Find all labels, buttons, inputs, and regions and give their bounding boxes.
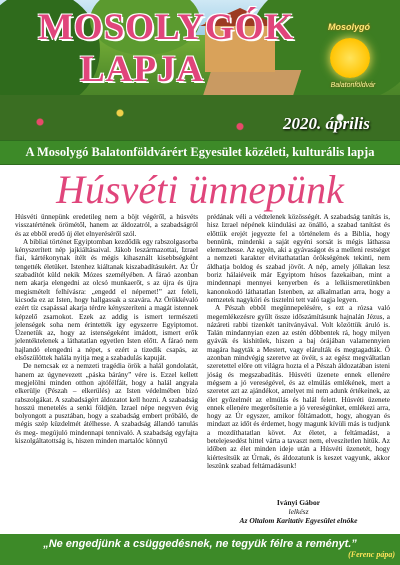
footer-quote: „Ne engedjünk a csüggedésnek, ne tegyük félre a reményt.”: [43, 538, 357, 550]
article-column-left: [15, 213, 198, 445]
subtitle-band: [0, 140, 400, 165]
article-column-right: [207, 213, 390, 470]
sun-icon: [330, 38, 370, 78]
paragraph: prédának véli a védtelenek közösségét. A szabadság tanítás is, hisz Izrael népének kiindulási az önálló, a szabad tanítást és előttük erejét jegyezte fel a történelem és a Biblia, hogy bennünk, mindenki a saját egyéni sorsát is mégis láthassa elemezhesse. Az egyén, aki a gyávaságot és a melleni restséget a nemzeti karakter elvitathatatlan örökségének tekinti, nem áldhatja boldog és szabad jövőt. A nép, amely jóllakan lesz boriz hálaiéveik már Egyiptom húsos fazekaiban, mint a mindennapi mennyei kenyerben és a lelkiismeretünkben kanonokodó láthatatlan Istenben, az alkalmatlan arra, hogy a nemzetek nagyköri és tisztelni tett való tagja legyen.: [207, 213, 390, 304]
header-photo: [0, 0, 400, 140]
signature-block: [207, 498, 390, 525]
paragraph: De nemcsak ez a nemzeti tragédia örök a halál gondolatát, hanem az úgynevezett „páska bárány” vére is. Ezzel kellett megjelölni minden otthon ajtófélfáit, hogy a halál angyala elkerülje (Pészah – elkerülés) az Isten védelmében bízó rabszolgákat. A szabadságért áldozatot kell hozni. A szabadság hosszú menetelés a senki földjén. Izrael népe negyven évig bolyongott a pusztában, hogy a szabadság embert próbáló, de mégis szép küzdelmét átélhesse. A szabadság állandó tanulás és meg- megújuló mindennapi tennivaló. A szabadság egyfajta kiszolgáltatottság is, hiszen minden martalóc könnyű: [15, 362, 198, 446]
subtitle: A Mosolygó Balatonföldvárért Egyesület közéleti, kulturális lapja: [25, 145, 375, 159]
paragraph: A bibliai történet Egyiptomban kezdődik egy rabszolgasorba kényszerített nép jajkiáltásaival. Jákob leszármazottai, Izrael fiai, kártékonynak ítélt és mégis kihasznált kisebbségként tengették életüket. Istenhez kiáltanak kiszabadításukért. Az Úr szabadítót küld nekik Mózes személyében. A fáraó azonban nem akarja elengedni az olcsó munkaerőt, s az újra és újra megismételt felhívásra: „engedd el népemet!” azt feleli, kicsoda ez az Isten, hogy hallgassak a szavára. Az Örökkévaló ezért tíz csapással akarja térdre kényszeríteni a magát istennek képzelő zsarnokot. Ezek az addig is ismert természeti jelenségek soha nem érintették így egyszerre Egyiptomot. Üzenetük az, hogy az istenségeként imádott, ismert erők jelentéktelenek a láthatatlan egyetlen Isten előtt. A fáraó nem hajlandó elengedni a népet, s ezért a tizedik csapás, az elsőszülöttek halála nyitja meg a szabadulás kapuját.: [15, 237, 198, 363]
logo-subtext: Balatonföldvár: [330, 82, 376, 89]
sun-logo: [308, 20, 390, 102]
signature-name: Iványi Gábor: [276, 498, 321, 507]
masthead-title-line1: MOSOLYGÓK: [38, 7, 295, 48]
paragraph: A Pészah ebből megünnepelésére, s ezt a rózsa való megemlékezésre gyűlt össze időszámításunk hajnalán Jézus, a názáreti rabbi tizenkét tanítványával. Volt közöttük áruló is. Talán mindannyian ezen az estén döbbentek rá, hogy milyen gyávák és kishitűek, hiszen a baj órájában valamennyien magára hagyták a Mestert, vagy elárulták és megtagadták. Ő azonban mindvégig szeretve az övéit, s az egész megváltatlan szeretettel előre ott világra hozta el a Pészah áldozatában isteni jóság és megszabadítás. Húsvéti üzenete ennek ellenére mégsem a jó vereségével, és az elmúlás emlékének, mert a szeretet azt az ajándékot, amelyet mi nem adunk értékeinek, az élet győzelmét az elmúlás és halál felett. Húsvéti üzenete ennek ellenére megerősítenie a jó vereségünket, emlékezi arra, hogy az Úr egyszer, amikor föltámadott, hogy, ahogyan és mindazt az időt és érdemet, hogy magunk kívüli más is tudjunk a mozdíthatatlan követ. Az életet, a feltámadást, a betelejesedést hittel várta a tavaszt nem, elveszítetlen hitük. Az időben az élet minden ideje után a Húsvéti üzenetét, hogy kiértesítsük az Úrnak, és áldozatunk is keszet vagyunk, akkor leszünk szabad feltámadásunk!: [207, 304, 390, 470]
signature-role: lelkész: [288, 507, 309, 516]
footer-quote-author: (Ferenc pápa): [348, 550, 395, 559]
logo-text: Mosolygó: [328, 22, 370, 32]
article-headline: Húsvéti ünnepünk: [56, 167, 344, 212]
signature-org: Az Oltalom Karitatív Egyesület elnöke: [239, 516, 358, 525]
masthead-title-line2: LAPJA: [80, 49, 205, 90]
issue-date: 2020. április: [283, 114, 370, 133]
paragraph: Húsvéti ünnepünk eredetileg nem a böjt végéről, a húsvéts visszatértének örömétől, hanem az áldozatról, a szabadságról és az ebből eredő új élet elnyeréséről szól.: [15, 213, 198, 238]
